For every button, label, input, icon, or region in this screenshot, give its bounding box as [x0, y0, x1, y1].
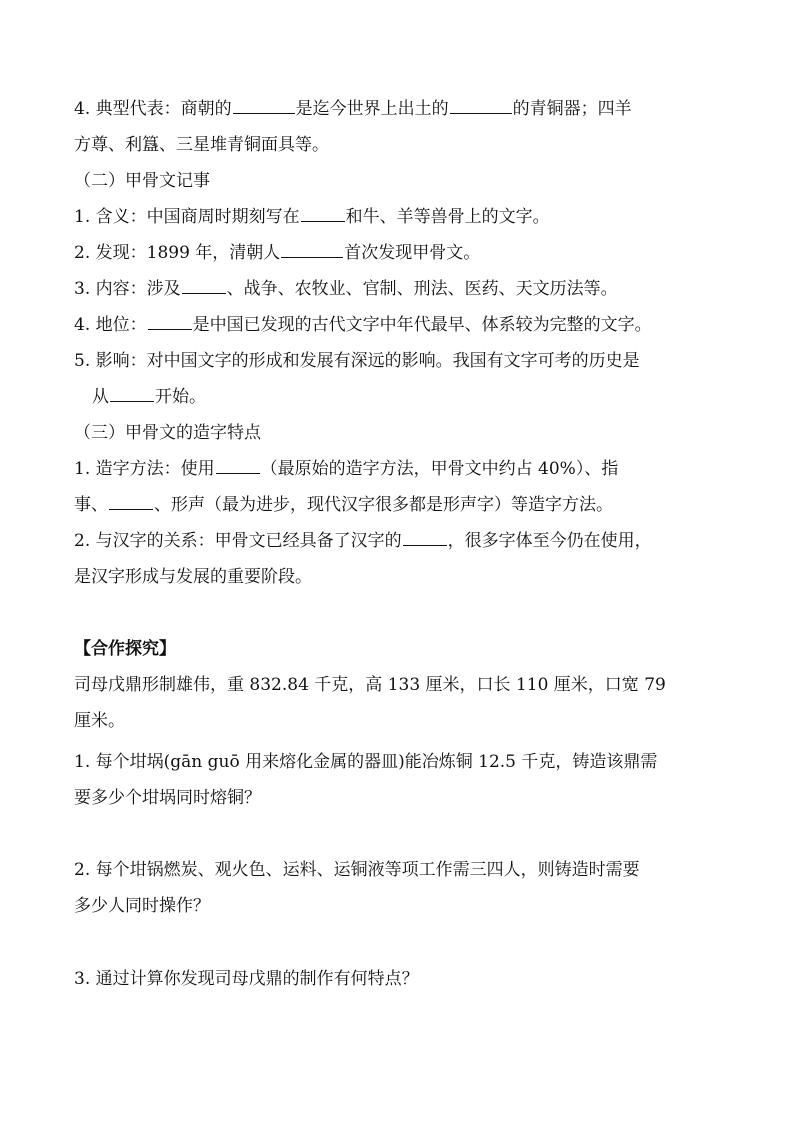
fill-blank[interactable] [450, 97, 512, 114]
fill-blank[interactable] [233, 97, 295, 114]
features-item-1: 1. 造字方法：使用 （最原始的造字方法，甲骨文中约占 40%）、指 [74, 459, 619, 479]
oracle-item-1: 1. 含义：中国商周时期刻写在 和牛、羊等兽骨上的文字。 [74, 207, 550, 227]
text: 的青铜器；四羊 [512, 99, 632, 119]
question-2: 2. 每个坩锅燃炭、观火色、运料、运铜液等项工作需三四人，则铸造时需要 [74, 860, 640, 880]
cooperation-intro: 司母戊鼎形制雄伟，重 832.84 千克，高 133 厘米，口长 110 厘米，口宽 79 [74, 675, 666, 695]
features-item-1-cont: 事、 、形声（最为进步，现代汉字很多都是形声字）等造字方法。 [74, 495, 613, 515]
oracle-item-2: 2. 发现：1899 年，清朝人 首次发现甲骨文。 [74, 243, 481, 263]
features-item-2: 2. 与汉字的关系：甲骨文已经具备了汉字的 ，很多字体至今仍在使用， [74, 531, 652, 551]
text: 是迄今世界上出土的 [295, 99, 449, 119]
fill-blank[interactable] [403, 529, 447, 546]
cooperation-heading: 【合作探究】 [74, 639, 176, 659]
text: 方尊、利簋、三星堆青铜面具等。 [74, 135, 329, 155]
question-3: 3. 通过计算你发现司母戊鼎的制作有何特点？ [74, 969, 419, 989]
oracle-item-5: 5. 影响：对中国文字的形成和发展有深远的影响。我国有文字可考的历史是 [74, 351, 640, 371]
fill-blank[interactable] [301, 205, 345, 222]
cooperation-intro-cont: 厘米。 [74, 711, 125, 731]
fill-blank[interactable] [109, 493, 153, 510]
oracle-section-title: （二）甲骨文记事 [74, 171, 210, 191]
features-item-2-cont: 是汉字形成与发展的重要阶段。 [74, 567, 312, 587]
text: 4. 典型代表：商朝的 [74, 99, 232, 119]
fill-blank[interactable] [110, 385, 154, 402]
fill-blank[interactable] [281, 241, 343, 258]
question-1: 1. 每个坩埚(gān guō 用来熔化金属的器皿)能冶炼铜 12.5 千克，铸造该鼎需 [74, 752, 658, 772]
question-1-cont: 要多少个坩埚同时熔铜？ [74, 788, 261, 808]
bronze-item-4 [74, 97, 632, 121]
fill-blank[interactable] [148, 313, 192, 330]
bronze-item-4-cont [74, 133, 329, 157]
oracle-item-5-cont: 从 开始。 [92, 387, 206, 407]
features-section-title: （三）甲骨文的造字特点 [74, 423, 261, 443]
oracle-item-3: 3. 内容：涉及 、战争、农牧业、官制、刑法、医药、天文历法等。 [74, 279, 618, 299]
fill-blank[interactable] [182, 277, 226, 294]
fill-blank[interactable] [216, 457, 260, 474]
oracle-item-4: 4. 地位： 是中国已发现的古代文字中年代最早、体系较为完整的文字。 [74, 315, 652, 335]
question-2-cont: 多少人同时操作？ [74, 896, 210, 916]
